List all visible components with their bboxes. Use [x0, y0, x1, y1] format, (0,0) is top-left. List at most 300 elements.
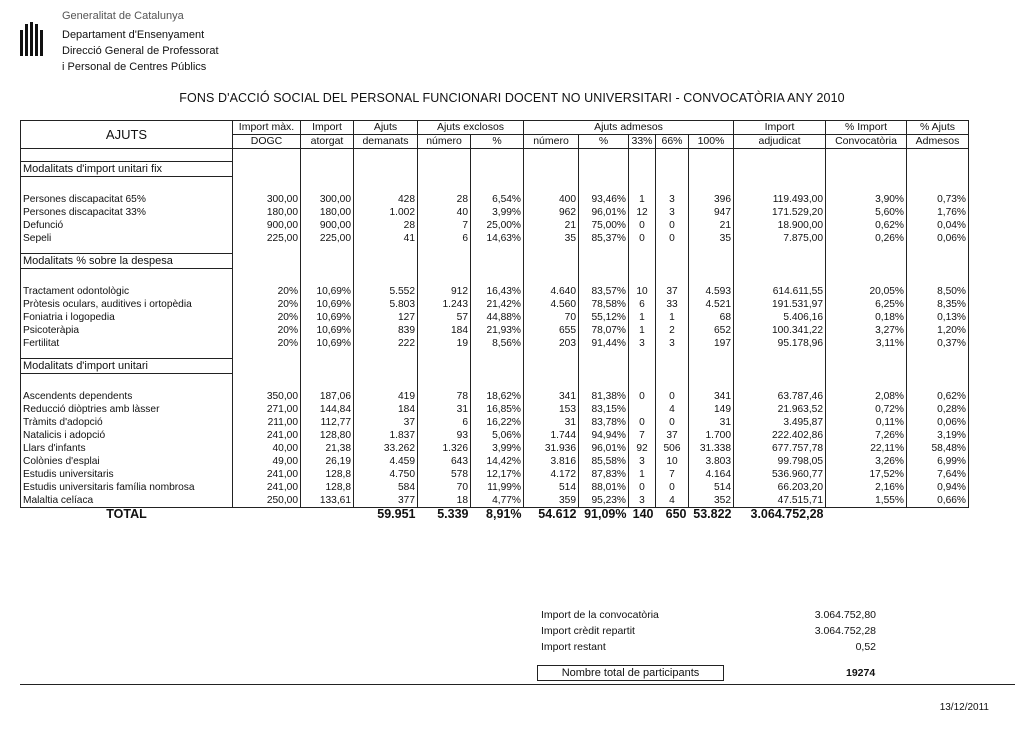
spacer-row [21, 350, 969, 359]
row-label: Llars d'infants [21, 442, 233, 455]
cell-value: 5,06% [471, 429, 524, 442]
cell-value: 3.803 [689, 455, 734, 468]
cell-value: 0,26% [826, 232, 907, 245]
cell-value: 241,00 [233, 468, 301, 481]
cell-value: 70 [418, 481, 471, 494]
cell-value: 16,85% [471, 403, 524, 416]
cell-value: 10,69% [301, 298, 354, 311]
col-p66: 66% [656, 135, 689, 149]
cell-value: 3 [656, 337, 689, 350]
row-label: Defunció [21, 219, 233, 232]
spacer-row [21, 269, 969, 278]
cell-value: 100.341,22 [734, 324, 826, 337]
cell-value: 2,08% [826, 390, 907, 403]
cell-value: 0 [629, 232, 656, 245]
cell-value: 3 [656, 193, 689, 206]
cell-value: 514 [524, 481, 579, 494]
cell-value: 127 [354, 311, 418, 324]
cell-value: 20,05% [826, 285, 907, 298]
cell-value: 21,93% [471, 324, 524, 337]
cell-value: 0,62% [826, 219, 907, 232]
cell-value: 0,62% [907, 390, 969, 403]
cell-value: 5,60% [826, 206, 907, 219]
col-exclosos: Ajuts exclosos [418, 121, 524, 135]
col-import-atorgat: Import [301, 121, 354, 135]
row-label: Fertilitat [21, 337, 233, 350]
total-adm-num: 54.612 [538, 507, 577, 521]
cell-value: 128,80 [301, 429, 354, 442]
cell-value: 87,83% [579, 468, 629, 481]
cell-value: 400 [524, 193, 579, 206]
cell-value: 21 [524, 219, 579, 232]
cell-value: 1,55% [826, 494, 907, 508]
cell-value: 3,27% [826, 324, 907, 337]
cell-value: 1 [656, 311, 689, 324]
cell-value: 203 [524, 337, 579, 350]
table-row [21, 468, 969, 481]
cell-value: 10,69% [301, 324, 354, 337]
cell-value: 8,35% [907, 298, 969, 311]
cell-value: 6,25% [826, 298, 907, 311]
cell-value: 18 [418, 494, 471, 508]
table-row [21, 219, 969, 232]
cell-value: 1 [629, 193, 656, 206]
cell-value: 44,88% [471, 311, 524, 324]
cell-value: 22,11% [826, 442, 907, 455]
org-line: Generalitat de Catalunya [62, 10, 184, 22]
cell-value: 92 [629, 442, 656, 455]
cell-value: 3,26% [826, 455, 907, 468]
cell-value: 6,99% [907, 455, 969, 468]
cell-value: 21.963,52 [734, 403, 826, 416]
cell-value: 1,20% [907, 324, 969, 337]
cell-value: 5.803 [354, 298, 418, 311]
cell-value: 78 [418, 390, 471, 403]
row-label: Persones discapacitat 65% [21, 193, 233, 206]
cell-value: 1.002 [354, 206, 418, 219]
cell-value: 49,00 [233, 455, 301, 468]
cell-value: 10 [629, 285, 656, 298]
cell-value: 95.178,96 [734, 337, 826, 350]
cell-value: 33.262 [354, 442, 418, 455]
cell-value: 10,69% [301, 285, 354, 298]
cell-value: 1.243 [418, 298, 471, 311]
cell-value: 0 [629, 390, 656, 403]
cell-value: 0 [629, 416, 656, 429]
cell-value: 614.611,55 [734, 285, 826, 298]
cell-value: 0,13% [907, 311, 969, 324]
section-header-row [21, 254, 969, 269]
total-demanats: 59.951 [377, 507, 416, 521]
cell-value: 4.560 [524, 298, 579, 311]
col-admesos-pct: Admesos [907, 135, 969, 149]
cell-value: 7.875,00 [734, 232, 826, 245]
col-atorgat: atorgat [301, 135, 354, 149]
cell-value: 4.750 [354, 468, 418, 481]
cell-value: 0,37% [907, 337, 969, 350]
cell-value: 191.531,97 [734, 298, 826, 311]
cell-value: 112,77 [301, 416, 354, 429]
cell-value: 4.459 [354, 455, 418, 468]
cell-value: 4.164 [689, 468, 734, 481]
cell-value: 677.757,78 [734, 442, 826, 455]
cell-value: 31.936 [524, 442, 579, 455]
cell-value: 21,42% [471, 298, 524, 311]
cell-value: 1,76% [907, 206, 969, 219]
summary-label-restant: Import restant [541, 641, 606, 653]
spacer-row [21, 149, 969, 162]
cell-value: 18.900,00 [734, 219, 826, 232]
section-label: Modalitats d'import unitari [21, 359, 233, 374]
cell-value: 187,06 [301, 390, 354, 403]
col-ajuts-demanats: Ajuts [354, 121, 418, 135]
cell-value: 95,23% [579, 494, 629, 508]
cell-value: 180,00 [301, 206, 354, 219]
spacer-row [21, 277, 969, 285]
cell-value: 40,00 [233, 442, 301, 455]
row-label: Persones discapacitat 33% [21, 206, 233, 219]
cell-value: 10,69% [301, 311, 354, 324]
cell-value: 3 [629, 455, 656, 468]
cell-value: 28 [418, 193, 471, 206]
col-pct-import: % Import [826, 121, 907, 135]
cell-value: 28 [354, 219, 418, 232]
section-header-row [21, 359, 969, 374]
col-import-max: Import màx. [233, 121, 301, 135]
cell-value: 1.744 [524, 429, 579, 442]
cell-value: 222.402,86 [734, 429, 826, 442]
cell-value: 33 [656, 298, 689, 311]
cell-value: 99.798,05 [734, 455, 826, 468]
cell-value: 6 [629, 298, 656, 311]
cell-value: 88,01% [579, 481, 629, 494]
cell-value: 197 [689, 337, 734, 350]
cell-value: 514 [689, 481, 734, 494]
total-excl-num: 5.339 [437, 507, 469, 521]
footer-rule [20, 684, 1015, 685]
cell-value: 947 [689, 206, 734, 219]
cell-value: 10 [656, 455, 689, 468]
row-label: Tràmits d'adopció [21, 416, 233, 429]
cell-value: 58,48% [907, 442, 969, 455]
table-row [21, 390, 969, 403]
row-label: Tractament odontològic [21, 285, 233, 298]
row-label: Malaltia celíaca [21, 494, 233, 508]
cell-value: 8,56% [471, 337, 524, 350]
cell-value: 6 [418, 416, 471, 429]
cell-value: 12,17% [471, 468, 524, 481]
cell-value: 250,00 [233, 494, 301, 508]
cell-value: 14,42% [471, 455, 524, 468]
cell-value: 35 [689, 232, 734, 245]
cell-value: 7 [656, 468, 689, 481]
cell-value: 655 [524, 324, 579, 337]
summary-label-repartit: Import crèdit repartit [541, 625, 635, 637]
cell-value: 8,50% [907, 285, 969, 298]
total-adm-pct: 91,09% [584, 507, 627, 521]
cell-value: 20% [233, 311, 301, 324]
cell-value: 578 [418, 468, 471, 481]
cell-value: 0,11% [826, 416, 907, 429]
cell-value: 17,52% [826, 468, 907, 481]
cell-value: 12 [629, 206, 656, 219]
col-dogc: DOGC [233, 135, 301, 149]
total-p33: 140 [632, 507, 654, 521]
cell-value: 37 [354, 416, 418, 429]
cell-value: 70 [524, 311, 579, 324]
cell-value: 839 [354, 324, 418, 337]
cell-value: 222 [354, 337, 418, 350]
cell-value: 396 [689, 193, 734, 206]
cell-value: 900,00 [301, 219, 354, 232]
row-label: Colònies d'esplai [21, 455, 233, 468]
cell-value: 47.515,71 [734, 494, 826, 508]
spacer-row [21, 374, 969, 383]
cell-value: 21 [689, 219, 734, 232]
cell-value: 85,58% [579, 455, 629, 468]
aid-table [20, 120, 969, 521]
cell-value: 94,94% [579, 429, 629, 442]
spacer-row [21, 185, 969, 193]
cell-value: 83,78% [579, 416, 629, 429]
cell-value: 5.552 [354, 285, 418, 298]
row-label: Foniatria i logopedia [21, 311, 233, 324]
cell-value: 31 [689, 416, 734, 429]
cell-value: 0 [656, 390, 689, 403]
cell-value: 20% [233, 285, 301, 298]
cell-value: 506 [656, 442, 689, 455]
cell-value: 93 [418, 429, 471, 442]
cell-value: 31.338 [689, 442, 734, 455]
cell-value: 7,26% [826, 429, 907, 442]
spacer-row [21, 177, 969, 186]
table-row [21, 298, 969, 311]
cell-value: 1.837 [354, 429, 418, 442]
cell-value: 78,07% [579, 324, 629, 337]
cell-value: 20% [233, 324, 301, 337]
table-row [21, 206, 969, 219]
cell-value: 78,58% [579, 298, 629, 311]
col-p100: 100% [689, 135, 734, 149]
cell-value: 35 [524, 232, 579, 245]
cell-value: 91,44% [579, 337, 629, 350]
cell-value: 900,00 [233, 219, 301, 232]
col-adm-pct: % [579, 135, 629, 149]
col-excl-pct: % [471, 135, 524, 149]
col-convocatoria: Convocatòria [826, 135, 907, 149]
department-name: Departament d'Ensenyament [62, 29, 205, 41]
cell-value: 40 [418, 206, 471, 219]
section-label: Modalitats d'import unitari fix [21, 162, 233, 177]
table-row [21, 311, 969, 324]
cell-value: 1 [629, 468, 656, 481]
cell-value: 0,28% [907, 403, 969, 416]
cell-value: 119.493,00 [734, 193, 826, 206]
cell-value: 10,69% [301, 337, 354, 350]
row-label: Psicoteràpia [21, 324, 233, 337]
cell-value: 341 [524, 390, 579, 403]
cell-value: 3,90% [826, 193, 907, 206]
col-pct-ajuts: % Ajuts [907, 121, 969, 135]
cell-value: 3 [656, 206, 689, 219]
table-row [21, 442, 969, 455]
cell-value: 350,00 [233, 390, 301, 403]
table-body [21, 149, 969, 508]
cell-value: 419 [354, 390, 418, 403]
col-demanats: demanats [354, 135, 418, 149]
cell-value: 0,94% [907, 481, 969, 494]
cell-value: 18,62% [471, 390, 524, 403]
table-row [21, 455, 969, 468]
cell-value: 2,16% [826, 481, 907, 494]
col-import-adjudicat: Import [734, 121, 826, 135]
cell-value: 1 [629, 324, 656, 337]
cell-value: 6,54% [471, 193, 524, 206]
cell-value: 85,37% [579, 232, 629, 245]
cell-value: 536.960,77 [734, 468, 826, 481]
cell-value: 300,00 [301, 193, 354, 206]
cell-value: 652 [689, 324, 734, 337]
table-row [21, 481, 969, 494]
cell-value: 5.406,16 [734, 311, 826, 324]
cell-value: 0,66% [907, 494, 969, 508]
participants-label: Nombre total de participants [537, 665, 724, 681]
cell-value: 19 [418, 337, 471, 350]
generalitat-logo [20, 22, 46, 56]
cell-value: 211,00 [233, 416, 301, 429]
cell-value: 11,99% [471, 481, 524, 494]
cell-value: 0 [656, 232, 689, 245]
document-title: FONS D'ACCIÓ SOCIAL DEL PERSONAL FUNCIONARI DOCENT NO UNIVERSITARI - CONVOCATÒRIA ANY 2010 [179, 91, 845, 105]
col-adjudicat: adjudicat [734, 135, 826, 149]
cell-value: 4.521 [689, 298, 734, 311]
cell-value: 57 [418, 311, 471, 324]
cell-value: 6 [418, 232, 471, 245]
cell-value: 359 [524, 494, 579, 508]
total-label: TOTAL [106, 507, 147, 521]
total-p66: 650 [665, 507, 687, 521]
cell-value: 20% [233, 337, 301, 350]
table-row [21, 193, 969, 206]
participants-value: 19274 [846, 667, 876, 679]
summary-label-convocatoria: Import de la convocatòria [541, 609, 659, 621]
total-import: 3.064.752,28 [750, 507, 824, 521]
row-label: Reducció diòptries amb làsser [21, 403, 233, 416]
cell-value: 428 [354, 193, 418, 206]
cell-value: 3.816 [524, 455, 579, 468]
cell-value [629, 403, 656, 416]
personal-name: i Personal de Centres Públics [62, 61, 207, 73]
cell-value: 225,00 [301, 232, 354, 245]
cell-value: 225,00 [233, 232, 301, 245]
table-row [21, 494, 969, 508]
cell-value: 341 [689, 390, 734, 403]
cell-value: 300,00 [233, 193, 301, 206]
cell-value: 149 [689, 403, 734, 416]
cell-value: 68 [689, 311, 734, 324]
cell-value: 31 [524, 416, 579, 429]
table-row [21, 285, 969, 298]
cell-value: 14,63% [471, 232, 524, 245]
cell-value: 3,11% [826, 337, 907, 350]
cell-value: 3,99% [471, 442, 524, 455]
header-row-1 [21, 121, 969, 135]
direction-name: Direcció General de Professorat [62, 45, 219, 57]
cell-value: 133,61 [301, 494, 354, 508]
col-p33: 33% [629, 135, 656, 149]
cell-value: 3.495,87 [734, 416, 826, 429]
cell-value: 0 [656, 219, 689, 232]
table-row [21, 232, 969, 245]
cell-value: 7,64% [907, 468, 969, 481]
cell-value: 4.172 [524, 468, 579, 481]
table-row [21, 337, 969, 350]
cell-value: 3 [629, 494, 656, 508]
cell-value: 377 [354, 494, 418, 508]
col-admesos: Ajuts admesos [524, 121, 734, 135]
row-label: Estudis universitaris [21, 468, 233, 481]
cell-value: 584 [354, 481, 418, 494]
cell-value: 171.529,20 [734, 206, 826, 219]
cell-value: 16,22% [471, 416, 524, 429]
row-label: Ascendents dependents [21, 390, 233, 403]
cell-value: 0,04% [907, 219, 969, 232]
table-row [21, 429, 969, 442]
table-row [21, 416, 969, 429]
cell-value: 241,00 [233, 481, 301, 494]
spacer-row [21, 245, 969, 254]
cell-value: 4.640 [524, 285, 579, 298]
cell-value: 81,38% [579, 390, 629, 403]
cell-value: 0,73% [907, 193, 969, 206]
cell-value: 31 [418, 403, 471, 416]
table-row [21, 403, 969, 416]
cell-value: 4 [656, 403, 689, 416]
cell-value: 96,01% [579, 206, 629, 219]
cell-value: 643 [418, 455, 471, 468]
cell-value: 128,8 [301, 468, 354, 481]
cell-value: 21,38 [301, 442, 354, 455]
cell-value: 180,00 [233, 206, 301, 219]
cell-value: 0 [629, 481, 656, 494]
cell-value: 0,06% [907, 232, 969, 245]
cell-value: 4,77% [471, 494, 524, 508]
cell-value: 0 [629, 219, 656, 232]
cell-value: 4.593 [689, 285, 734, 298]
cell-value: 2 [656, 324, 689, 337]
cell-value: 0,06% [907, 416, 969, 429]
cell-value: 96,01% [579, 442, 629, 455]
row-label: Pròtesis oculars, auditives i ortopèdia [21, 298, 233, 311]
cell-value: 37 [656, 429, 689, 442]
col-excl-numero: número [418, 135, 471, 149]
cell-value: 241,00 [233, 429, 301, 442]
total-excl-pct: 8,91% [486, 507, 522, 521]
cell-value: 25,00% [471, 219, 524, 232]
cell-value: 1.326 [418, 442, 471, 455]
cell-value: 37 [656, 285, 689, 298]
row-label: Natalicis i adopció [21, 429, 233, 442]
row-label: Sepeli [21, 232, 233, 245]
cell-value: 0 [656, 416, 689, 429]
cell-value: 41 [354, 232, 418, 245]
cell-value: 128,8 [301, 481, 354, 494]
cell-value: 83,15% [579, 403, 629, 416]
section-label: Modalitats % sobre la despesa [21, 254, 233, 269]
cell-value: 4 [656, 494, 689, 508]
cell-value: 184 [354, 403, 418, 416]
row-label: Estudis universitaris família nombrosa [21, 481, 233, 494]
